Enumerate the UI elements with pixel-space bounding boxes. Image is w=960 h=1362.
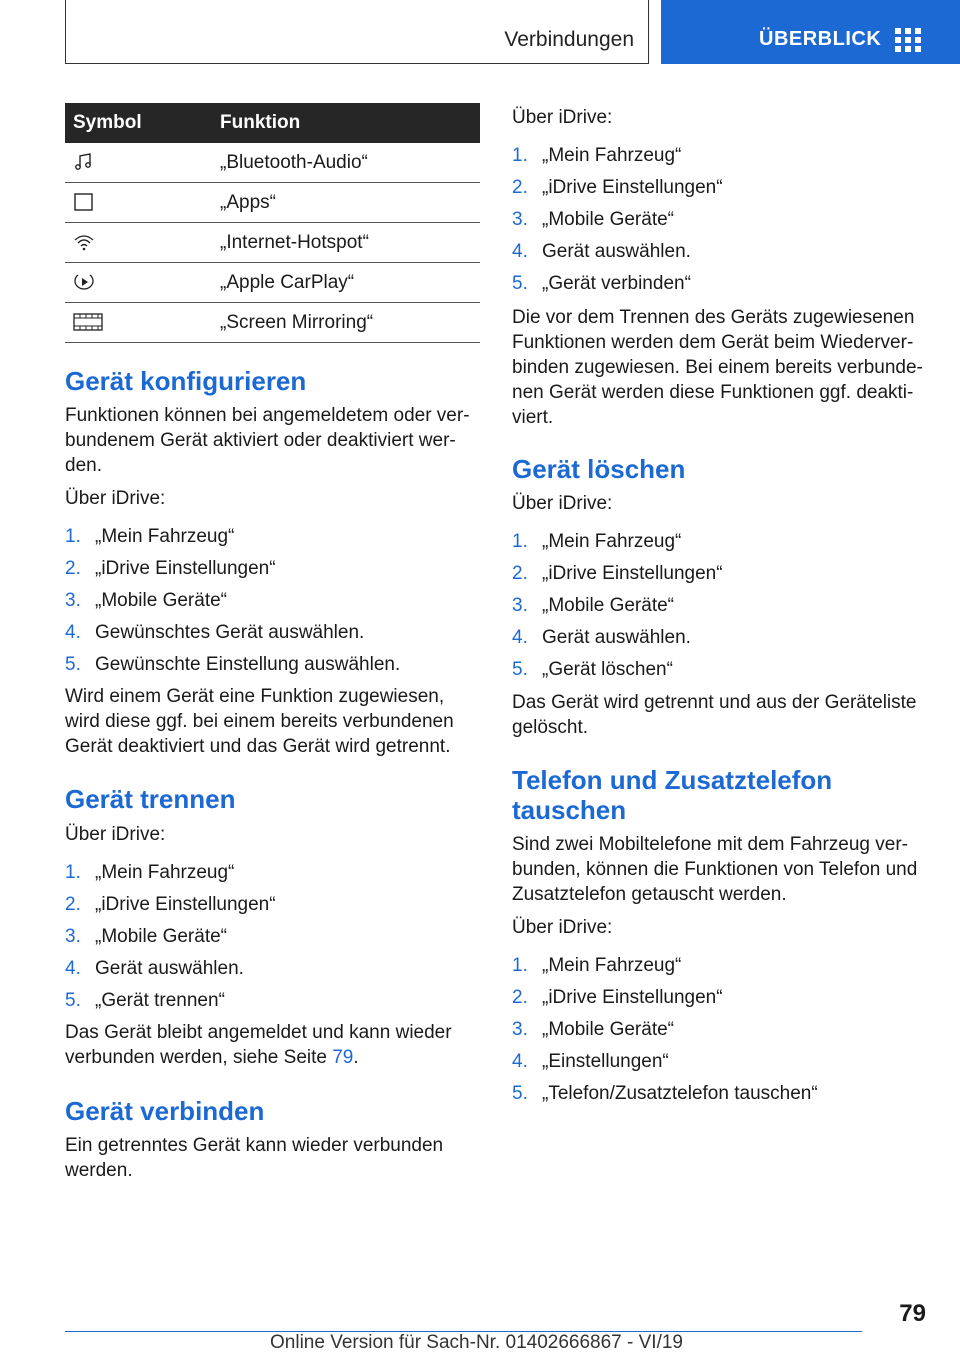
tauschen-uber-idrive: Über iDrive:: [512, 917, 613, 938]
list-item: 5. „Gerät verbinden“: [512, 273, 691, 294]
trennen-note-line1: Das Gerät bleibt angemeldet und kann wieder: [65, 1022, 452, 1043]
list-item: 4. „Einstellungen“: [512, 1051, 669, 1072]
list-item: 5. „Gerät trennen“: [65, 990, 225, 1011]
verbinden-note-line2: Funktionen werden dem Gerät beim Wiederver-: [512, 332, 914, 353]
grid-icon: [895, 28, 923, 52]
overview-tab[interactable]: [661, 0, 960, 64]
verbinden-note-line5: viert.: [512, 407, 554, 428]
heading-geraet-verbinden: Gerät verbinden: [65, 1096, 265, 1126]
page-reference-link[interactable]: 79: [332, 1047, 354, 1068]
function-apple-carplay: „Apple CarPlay“: [220, 263, 480, 303]
table-row: [65, 143, 480, 183]
list-item: 2. „iDrive Einstellungen“: [65, 894, 276, 915]
list-item: 2. „iDrive Einstellungen“: [512, 987, 723, 1008]
heading-geraet-konfigurieren: Gerät konfigurieren: [65, 366, 307, 396]
konfig-intro-line3: den.: [65, 455, 102, 476]
symbol-table: [65, 103, 480, 343]
trennen-steps: [65, 860, 276, 1020]
table-row: [65, 303, 480, 343]
wifi-icon: [73, 232, 95, 252]
list-item: 4. Gerät auswählen.: [512, 241, 691, 262]
tauschen-steps: [512, 953, 818, 1113]
table-header-symbol: Symbol: [65, 103, 220, 143]
heading-geraet-loeschen: Gerät löschen: [512, 454, 686, 484]
verbinden-intro-line1: Ein getrenntes Gerät kann wieder verbunden: [65, 1135, 444, 1156]
table-row: [65, 183, 480, 223]
function-apps: „Apps“: [220, 183, 480, 223]
verbinden-note-line4: nen Gerät werden diese Funktionen ggf. deakti-: [512, 382, 914, 403]
table-header-row: [65, 103, 480, 143]
konfig-steps: [65, 524, 400, 684]
heading-geraet-trennen: Gerät trennen: [65, 784, 236, 814]
footer-text: Online Version für Sach-Nr. 01402666867 - VI/19: [270, 1332, 683, 1353]
list-item: 1. „Mein Fahrzeug“: [65, 526, 235, 547]
function-internet-hotspot: „Internet-Hotspot“: [220, 223, 480, 263]
list-item: 4. Gerät auswählen.: [65, 958, 244, 979]
function-screen-mirroring: „Screen Mirroring“: [220, 303, 480, 343]
konfig-note-line2: wird diese ggf. bei einem bereits verbundenen: [65, 711, 454, 732]
loeschen-note-line2: gelöscht.: [512, 717, 589, 738]
page-number: 79: [899, 1300, 926, 1327]
list-item: 1. „Mein Fahrzeug“: [512, 145, 682, 166]
list-item: 3. „Mobile Geräte“: [512, 209, 674, 230]
verbinden-note-line3: binden zugewiesen. Bei einem bereits verbunde-: [512, 357, 923, 378]
list-item: 2. „iDrive Einstellungen“: [512, 177, 723, 198]
list-item: 1. „Mein Fahrzeug“: [512, 955, 682, 976]
table-row: [65, 263, 480, 303]
konfig-intro-line2: bundenem Gerät aktiviert oder deaktiviert wer-: [65, 430, 456, 451]
list-item: 2. „iDrive Einstellungen“: [65, 558, 276, 579]
list-item: 3. „Mobile Geräte“: [512, 1019, 674, 1040]
konfig-note-line1: Wird einem Gerät eine Funktion zugewiesen,: [65, 686, 445, 707]
loeschen-steps: [512, 529, 723, 689]
list-item: 3. „Mobile Geräte“: [512, 595, 674, 616]
loeschen-note-line1: Das Gerät wird getrennt und aus der Geräteliste: [512, 692, 917, 713]
list-item: 5. „Telefon/Zusatztelefon tauschen“: [512, 1083, 818, 1104]
play-circle-icon: [73, 272, 95, 292]
music-note-icon: [73, 152, 95, 172]
header-section-box: [65, 0, 649, 64]
list-item: 5. Gewünschte Einstellung auswählen.: [65, 654, 401, 675]
verbinden-uber-idrive: Über iDrive:: [512, 107, 613, 128]
film-icon: [73, 312, 103, 332]
table-header-function: Funktion: [220, 103, 480, 143]
list-item: 4. Gewünschtes Gerät auswählen.: [65, 622, 365, 643]
list-item: 1. „Mein Fahrzeug“: [65, 862, 235, 883]
list-item: 3. „Mobile Geräte“: [65, 590, 227, 611]
verbinden-note-line1: Die vor dem Trennen des Geräts zugewiesenen: [512, 307, 915, 328]
heading-telefon-tauschen-line2: tauschen: [512, 795, 627, 825]
heading-telefon-tauschen-line1: Telefon und Zusatztelefon: [512, 765, 833, 795]
square-icon: [73, 192, 95, 212]
konfig-uber-idrive: Über iDrive:: [65, 488, 166, 509]
table-row: [65, 223, 480, 263]
verbinden-steps: [512, 143, 723, 303]
trennen-note-line2: verbunden werden, siehe Seite 79.: [65, 1047, 359, 1068]
list-item: 4. Gerät auswählen.: [512, 627, 691, 648]
verbinden-intro-line2: werden.: [65, 1160, 133, 1181]
tauschen-intro-line1: Sind zwei Mobiltelefone mit dem Fahrzeug ver-: [512, 834, 909, 855]
konfig-note-line3: Gerät deaktiviert und das Gerät wird getrennt.: [65, 736, 451, 757]
list-item: 1. „Mein Fahrzeug“: [512, 531, 682, 552]
list-item: 2. „iDrive Einstellungen“: [512, 563, 723, 584]
loeschen-uber-idrive: Über iDrive:: [512, 493, 613, 514]
trennen-uber-idrive: Über iDrive:: [65, 824, 166, 845]
tauschen-intro-line2: bunden, können die Funktionen von Telefon und: [512, 859, 918, 880]
section-title: Verbindungen: [504, 28, 634, 51]
function-bluetooth-audio: „Bluetooth-Audio“: [220, 143, 480, 183]
konfig-intro-line1: Funktionen können bei angemeldetem oder ver-: [65, 405, 470, 426]
list-item: 5. „Gerät löschen“: [512, 659, 673, 680]
tauschen-intro-line3: Zusatztelefon getauscht werden.: [512, 884, 787, 905]
overview-tab-label: ÜBERBLICK: [759, 28, 882, 50]
list-item: 3. „Mobile Geräte“: [65, 926, 227, 947]
